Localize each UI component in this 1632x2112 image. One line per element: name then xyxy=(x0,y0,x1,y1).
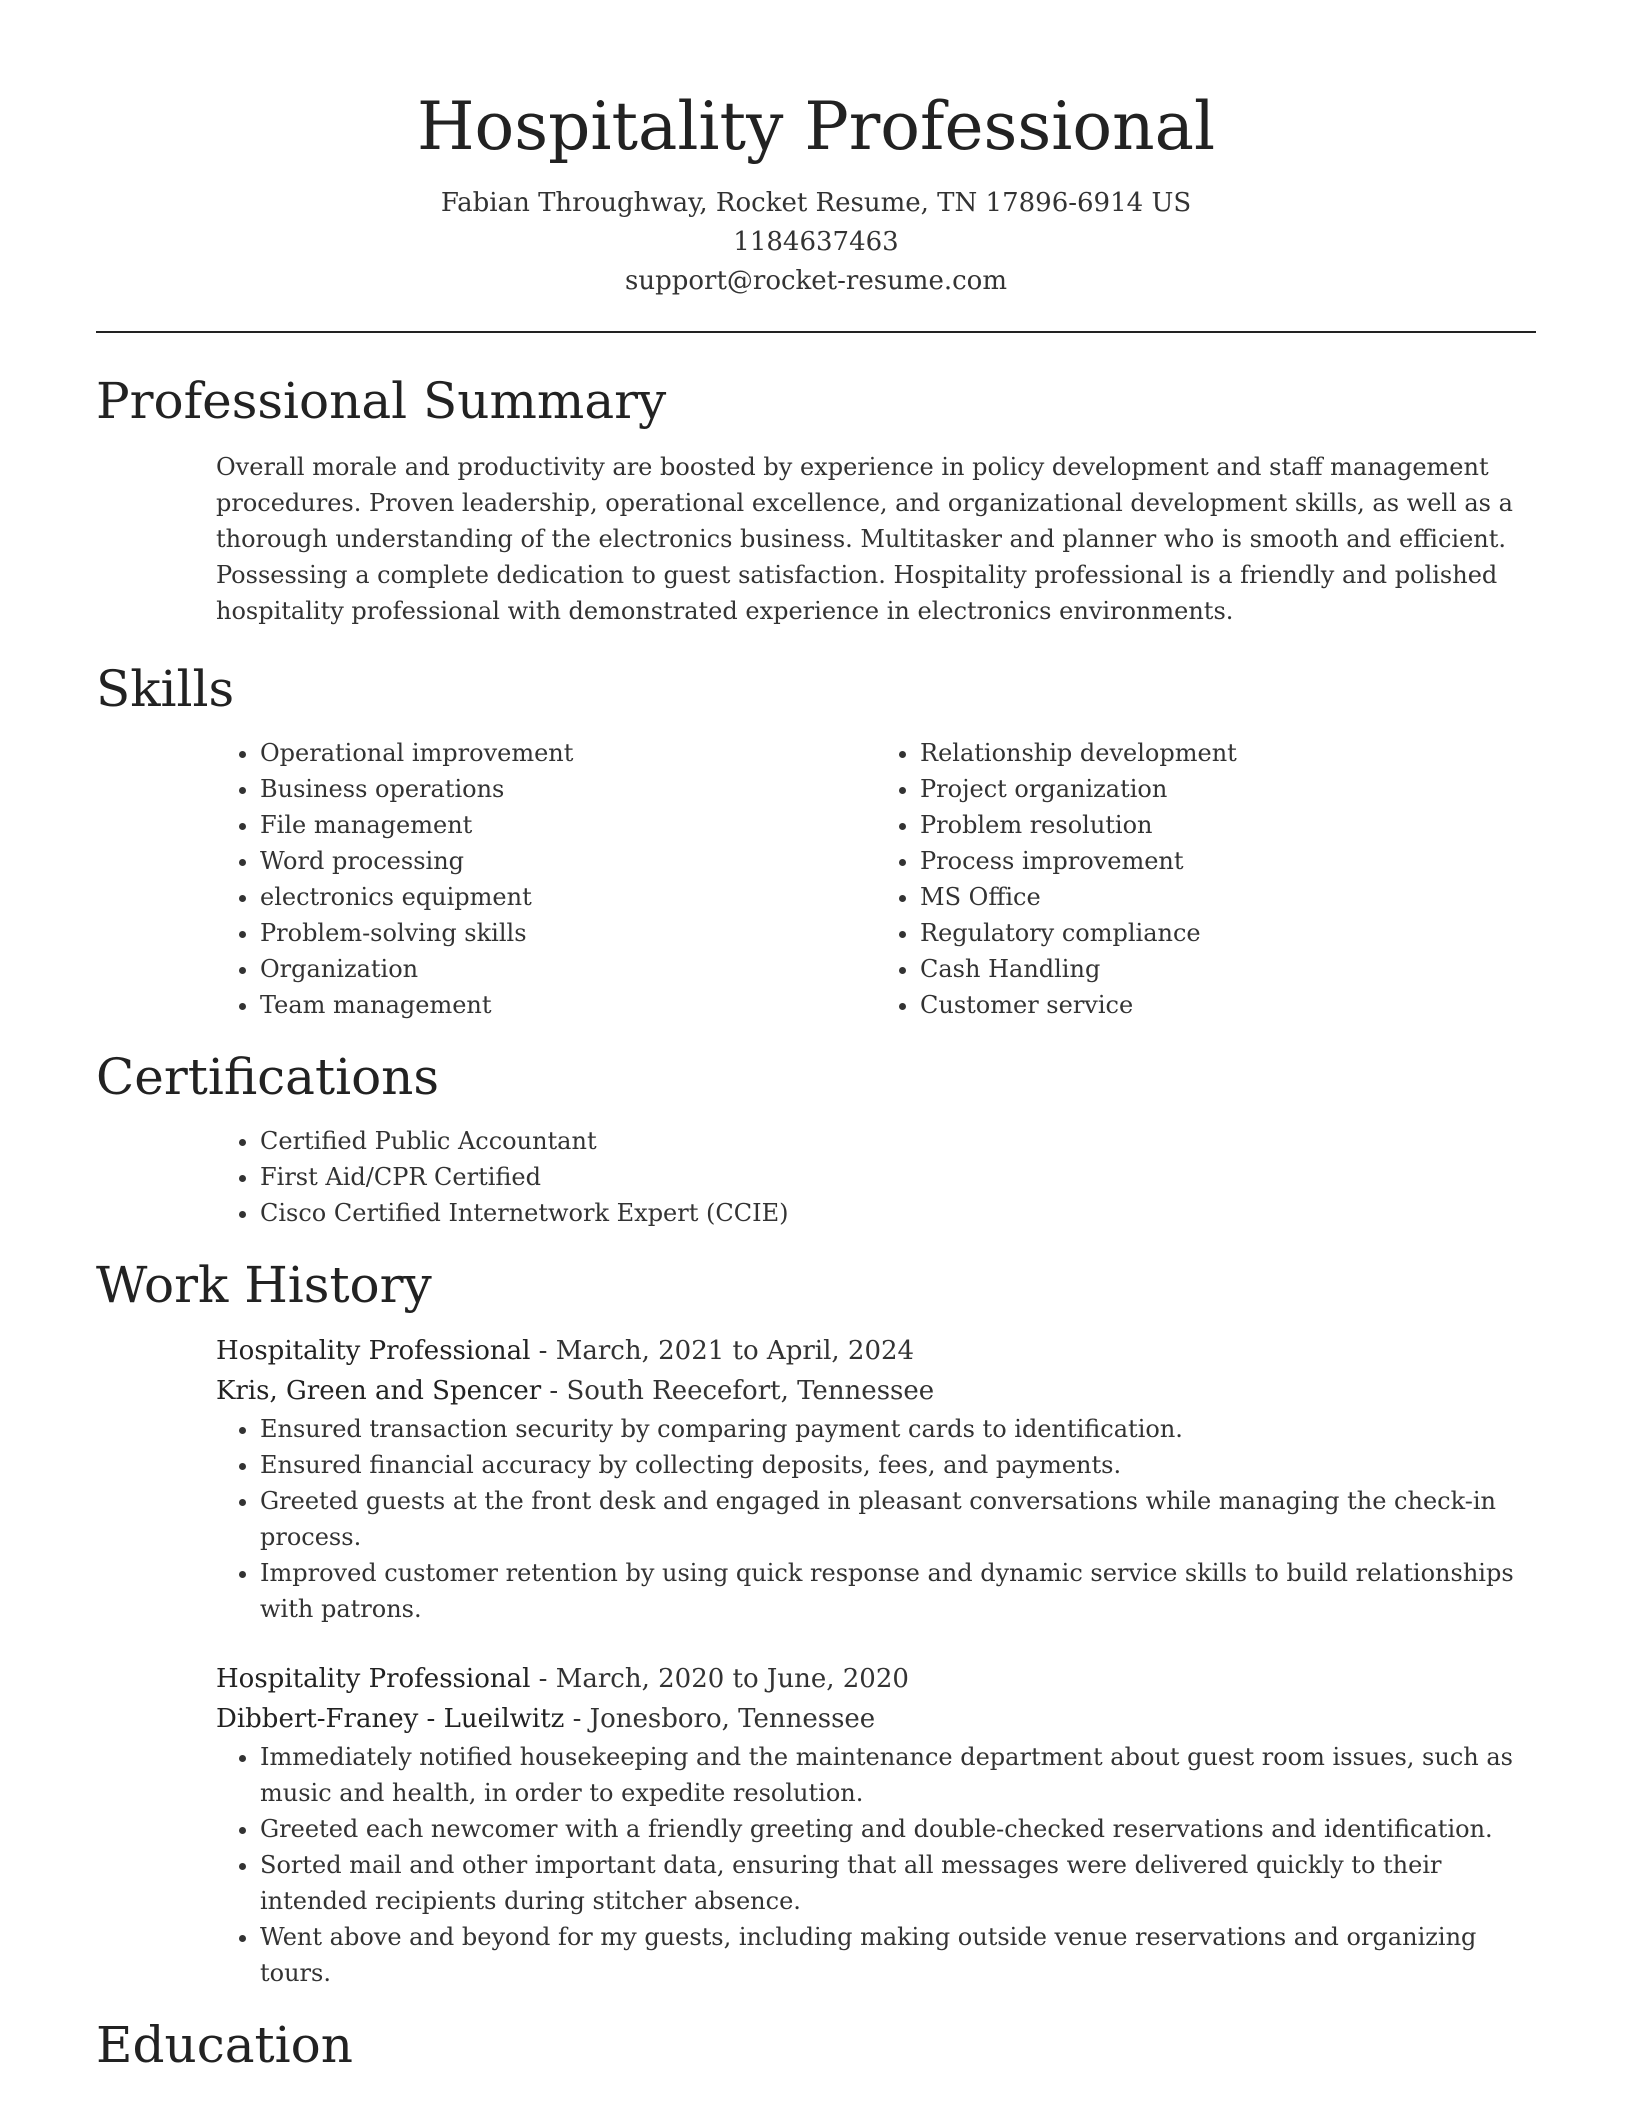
skill-item: • Operational improvement xyxy=(260,735,876,771)
certification-item: • Cisco Certified Internetwork Expert (CCIE) xyxy=(260,1195,1536,1231)
certification-item: • Certified Public Accountant xyxy=(260,1123,1536,1159)
header-divider xyxy=(96,331,1536,333)
skill-item: • electronics equipment xyxy=(260,879,876,915)
job-title: Hospitality Professional xyxy=(216,1336,531,1366)
contact-block xyxy=(96,184,1536,301)
job-employer: Kris, Green and Spencer xyxy=(216,1376,542,1406)
job-employer-line xyxy=(216,1699,1536,1739)
job-duty: • Immediately notified housekeeping and the maintenance department about guest room issues, such as music and health, in order to expedite resolution. xyxy=(260,1739,1536,1811)
resume-header xyxy=(96,0,1536,301)
job-entry xyxy=(216,1659,1536,1991)
email: support@rocket-resume.com xyxy=(624,266,1007,296)
skill-item: • Relationship development xyxy=(920,735,1536,771)
certifications-heading: Certifications xyxy=(96,1048,440,1106)
job-title-line xyxy=(216,1331,1536,1371)
job-dates: - March, 2020 to June, 2020 xyxy=(530,1664,909,1694)
skill-item: • File management xyxy=(260,807,876,843)
summary-text: Overall morale and productivity are boosted by experience in policy development and staff management procedures. Proven leadership, operational excellence, and organizational development skills, as well as a thorough understanding of the electronics business. Multitasker and planner who is smooth and efficient. Possessing a complete dedication to guest satisfaction. Hospitality professional is a friendly and polished hospitality professional with demonstrated experience in electronics environments. xyxy=(216,453,1513,625)
skill-item: • Problem-solving skills xyxy=(260,915,876,951)
skill-item: • Cash Handling xyxy=(920,951,1536,987)
job-duty: • Sorted mail and other important data, ensuring that all messages were delivered quickly to their intended recipients during stitcher absence. xyxy=(260,1847,1536,1919)
skill-item: • Team management xyxy=(260,987,876,1023)
job-employer-line xyxy=(216,1371,1536,1411)
skills-list-left xyxy=(216,735,876,1023)
job-dates: - March, 2021 to April, 2024 xyxy=(530,1336,915,1366)
job-employer: Dibbert-Franey - Lueilwitz xyxy=(216,1704,565,1734)
work-history-heading: Work History xyxy=(96,1256,432,1314)
skill-item: • Process improvement xyxy=(920,843,1536,879)
address: Fabian Throughway, Rocket Resume, TN 17896-6914 US xyxy=(440,188,1192,218)
certifications-list xyxy=(216,1123,1536,1231)
skills-heading: Skills xyxy=(96,660,235,718)
summary-heading: Professional Summary xyxy=(96,372,667,430)
job-location: - Jonesboro, Tennessee xyxy=(564,1704,876,1734)
skill-item: • Problem resolution xyxy=(920,807,1536,843)
skill-item: • Project organization xyxy=(920,771,1536,807)
job-duties-list xyxy=(96,1739,1536,1991)
skill-item: • Organization xyxy=(260,951,876,987)
job-duty: • Greeted guests at the front desk and engaged in pleasant conversations while managing the check-in process. xyxy=(260,1483,1536,1555)
job-entry xyxy=(216,1331,1536,1627)
job-title: Hospitality Professional xyxy=(216,1664,531,1694)
education-heading: Education xyxy=(96,2016,353,2074)
job-title-line xyxy=(216,1659,1536,1699)
job-duties-list xyxy=(96,1411,1536,1627)
skill-item: • Regulatory compliance xyxy=(920,915,1536,951)
job-duty: • Improved customer retention by using quick response and dynamic service skills to build relationships with patrons. xyxy=(260,1555,1536,1627)
certification-item: • First Aid/CPR Certified xyxy=(260,1159,1536,1195)
skill-item: • Word processing xyxy=(260,843,876,879)
certifications-block xyxy=(216,1123,1536,1231)
skill-item: • Customer service xyxy=(920,987,1536,1023)
skill-item: • MS Office xyxy=(920,879,1536,915)
skills-grid xyxy=(216,735,1536,1023)
job-duty: • Went above and beyond for my guests, including making outside venue reservations and organizing tours. xyxy=(260,1919,1536,1991)
skill-item: • Business operations xyxy=(260,771,876,807)
skills-list-right xyxy=(876,735,1536,1023)
candidate-name: Hospitality Professional xyxy=(416,88,1216,165)
job-duty: • Greeted each newcomer with a friendly greeting and double-checked reservations and identification. xyxy=(260,1811,1536,1847)
phone: 1184637463 xyxy=(733,227,899,257)
job-duty: • Ensured financial accuracy by collecting deposits, fees, and payments. xyxy=(260,1447,1536,1483)
job-location: - South Reecefort, Tennessee xyxy=(541,1376,935,1406)
job-duty: • Ensured transaction security by comparing payment cards to identification. xyxy=(260,1411,1536,1447)
